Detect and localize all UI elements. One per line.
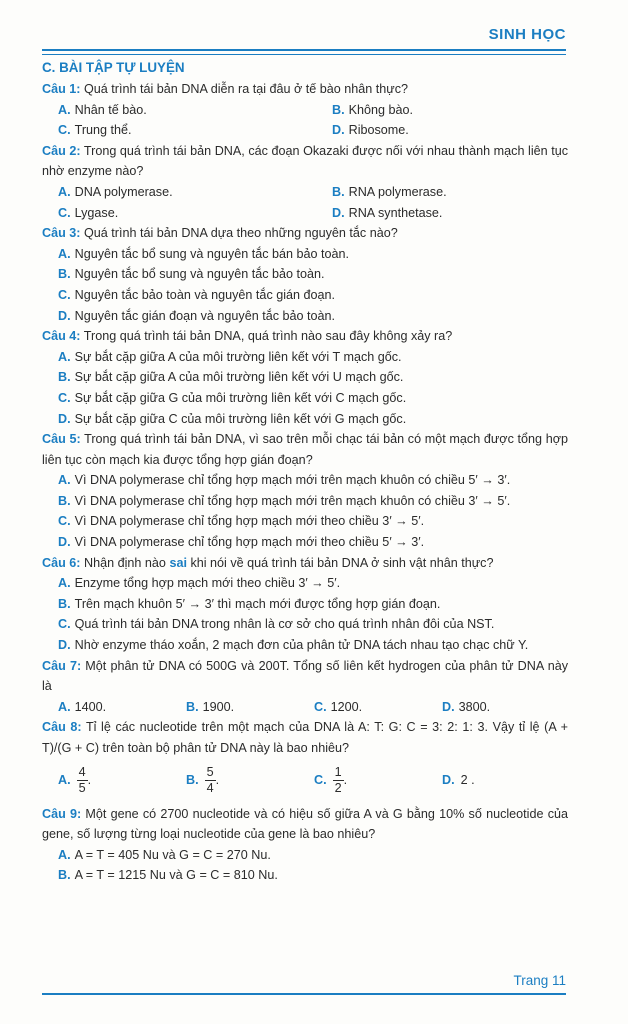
- option-d: D. 2 .: [442, 772, 475, 787]
- negation-word: sai: [169, 555, 187, 570]
- option-c: C. Trung thể.: [58, 123, 132, 138]
- question-label: Câu 5:: [42, 432, 81, 447]
- question-text: Một phân tử DNA có 500G và 200T. Tổng số liên kết hydrogen của phân tử DNA này là: [42, 658, 568, 694]
- question-text: Trong quá trình tái bản DNA, các đoạn Okazaki được nối với nhau thành mạch liên tục nhờ enzyme nào?: [42, 143, 568, 179]
- question-text: khi nói về quá trình tái bản DNA ở sinh vật nhân thực?: [190, 555, 494, 570]
- question-7: [42, 656, 568, 697]
- option-b: B. Sự bắt cặp giữa A của môi trường liên kết với U mạch gốc.: [58, 370, 404, 385]
- question-text: Tỉ lệ các nucleotide trên một mạch của DNA là A: T: G: C = 3: 2: 1: 3. Vậy tỉ lệ (A + T)/(G + C) trên toàn bộ phân tử DNA này là bao nhiêu?: [42, 720, 568, 755]
- option-c: C. Vì DNA polymerase chỉ tổng hợp mạch mới theo chiều 3′ → 5′.: [58, 514, 425, 529]
- option-b: B. A = T = 1215 Nu và G = C = 810 Nu.: [58, 868, 278, 883]
- options-row: [42, 203, 568, 224]
- question-label: Câu 9:: [42, 806, 82, 821]
- option-b: B. 1900.: [186, 699, 235, 714]
- question-text: Trong quá trình tái bản DNA, quá trình nào sau đây không xảy ra?: [83, 329, 453, 344]
- option-b: B. Trên mạch khuôn 5′ → 3′ thì mạch mới được tổng hợp gián đoạn.: [58, 596, 441, 611]
- option-d: D. Sự bắt cặp giữa C của môi trường liên kết với G mạch gốc.: [58, 411, 407, 426]
- option-d: D. Ribosome.: [332, 123, 409, 138]
- header-rule: [42, 49, 566, 51]
- option-c: C. Nguyên tắc bảo toàn và nguyên tắc gián đoạn.: [58, 287, 336, 302]
- option-d: D. Vì DNA polymerase chỉ tổng hợp mạch mới theo chiều 5′ → 3′.: [58, 535, 425, 550]
- question-text: Quá trình tái bản DNA dựa theo những nguyên tắc nào?: [84, 226, 398, 241]
- fraction: $\frac{5}{4}$: [206, 764, 214, 795]
- options-row: [42, 182, 568, 203]
- option-b: B. Không bào.: [332, 102, 414, 117]
- question-2: [42, 141, 568, 182]
- options-row: [42, 765, 568, 796]
- option-b: B. RNA polymerase.: [332, 184, 447, 199]
- question-text: Trong quá trình tái bản DNA, vì sao trên mỗi chạc tái bản có một mạch được tổng hợp liên tục còn mạch kia được tổng hợp gián đoạn?: [42, 432, 568, 467]
- option-d: D. Nguyên tắc gián đoạn và nguyên tắc bảo toàn.: [58, 308, 336, 323]
- question-8: [42, 717, 568, 758]
- question-3: [42, 223, 568, 244]
- option-d: D. RNA synthetase.: [332, 205, 443, 220]
- question-text: Quá trình tái bản DNA diễn ra tại đâu ở tế bào nhân thực?: [84, 82, 409, 96]
- question-label: Câu 7:: [42, 658, 82, 673]
- options-row: [42, 100, 568, 121]
- subject-header: SINH HỌC: [488, 26, 566, 43]
- question-9: [42, 804, 568, 845]
- question-5: [42, 429, 568, 470]
- question-label: Câu 4:: [42, 329, 81, 344]
- option-a: A. $\frac{4}{5}$ .: [58, 764, 92, 795]
- question-label: Câu 3:: [42, 226, 81, 241]
- option-a: A. Vì DNA polymerase chỉ tổng hợp mạch mới trên mạch khuôn có chiều 5′ → 3′.: [58, 473, 511, 488]
- question-label: Câu 1:: [42, 82, 81, 96]
- question-text: Một gene có 2700 nucleotide và có hiệu số giữa A và G bằng 10% số nucleotide của gene, số lượng từng loại nucleotide của gene là bao nhiêu?: [42, 806, 568, 842]
- fraction: $\frac{4}{5}$: [78, 764, 86, 795]
- option-b: B. $\frac{5}{4}$ .: [186, 764, 220, 795]
- option-d: D. 3800.: [442, 699, 491, 714]
- options-row: [42, 120, 568, 141]
- page-number: Trang 11: [513, 973, 566, 988]
- option-c: C. $\frac{1}{2}$ .: [314, 764, 348, 795]
- option-a: A. 1400.: [58, 699, 107, 714]
- option-d: D. Nhờ enzyme tháo xoắn, 2 mạch đơn của phân tử DNA tách nhau tạo chạc chữ Y.: [58, 638, 529, 653]
- option-a: A. A = T = 405 Nu và G = C = 270 Nu.: [58, 847, 271, 862]
- option-c: C. Sự bắt cặp giữa G của môi trường liên kết với C mạch gốc.: [58, 390, 407, 405]
- option-a: A. Enzyme tổng hợp mạch mới theo chiều 3′ → 5′.: [58, 576, 341, 591]
- question-4: [42, 326, 568, 347]
- header-rule-thin: [42, 54, 566, 55]
- section-title: C. BÀI TẬP TỰ LUYỆN: [42, 60, 185, 75]
- option-a: A. Nhân tế bào.: [58, 102, 147, 117]
- question-text: Nhận định nào: [84, 555, 166, 570]
- question-6: [42, 553, 568, 574]
- option-a: A. Nguyên tắc bổ sung và nguyên tắc bán bảo toàn.: [58, 246, 350, 261]
- question-1: [42, 79, 568, 100]
- page-content: [42, 58, 568, 886]
- question-label: Câu 8:: [42, 720, 82, 735]
- option-b: B. Vì DNA polymerase chỉ tổng hợp mạch mới trên mạch khuôn có chiều 3′ → 5′.: [58, 493, 511, 508]
- option-c: C. Lygase.: [58, 205, 119, 220]
- fraction: $\frac{1}{2}$: [334, 764, 342, 795]
- option-c: C. 1200.: [314, 699, 363, 714]
- question-label: Câu 6:: [42, 555, 81, 570]
- option-a: A. DNA polymerase.: [58, 184, 173, 199]
- option-b: B. Nguyên tắc bổ sung và nguyên tắc bảo toàn.: [58, 267, 325, 282]
- option-a: A. Sự bắt cặp giữa A của môi trường liên kết với T mạch gốc.: [58, 349, 402, 364]
- option-c: C. Quá trình tái bản DNA trong nhân là cơ sở cho quá trình nhân đôi của NST.: [58, 617, 495, 632]
- question-label: Câu 2:: [42, 143, 81, 158]
- footer-rule: [42, 993, 566, 995]
- options-row: [42, 697, 568, 718]
